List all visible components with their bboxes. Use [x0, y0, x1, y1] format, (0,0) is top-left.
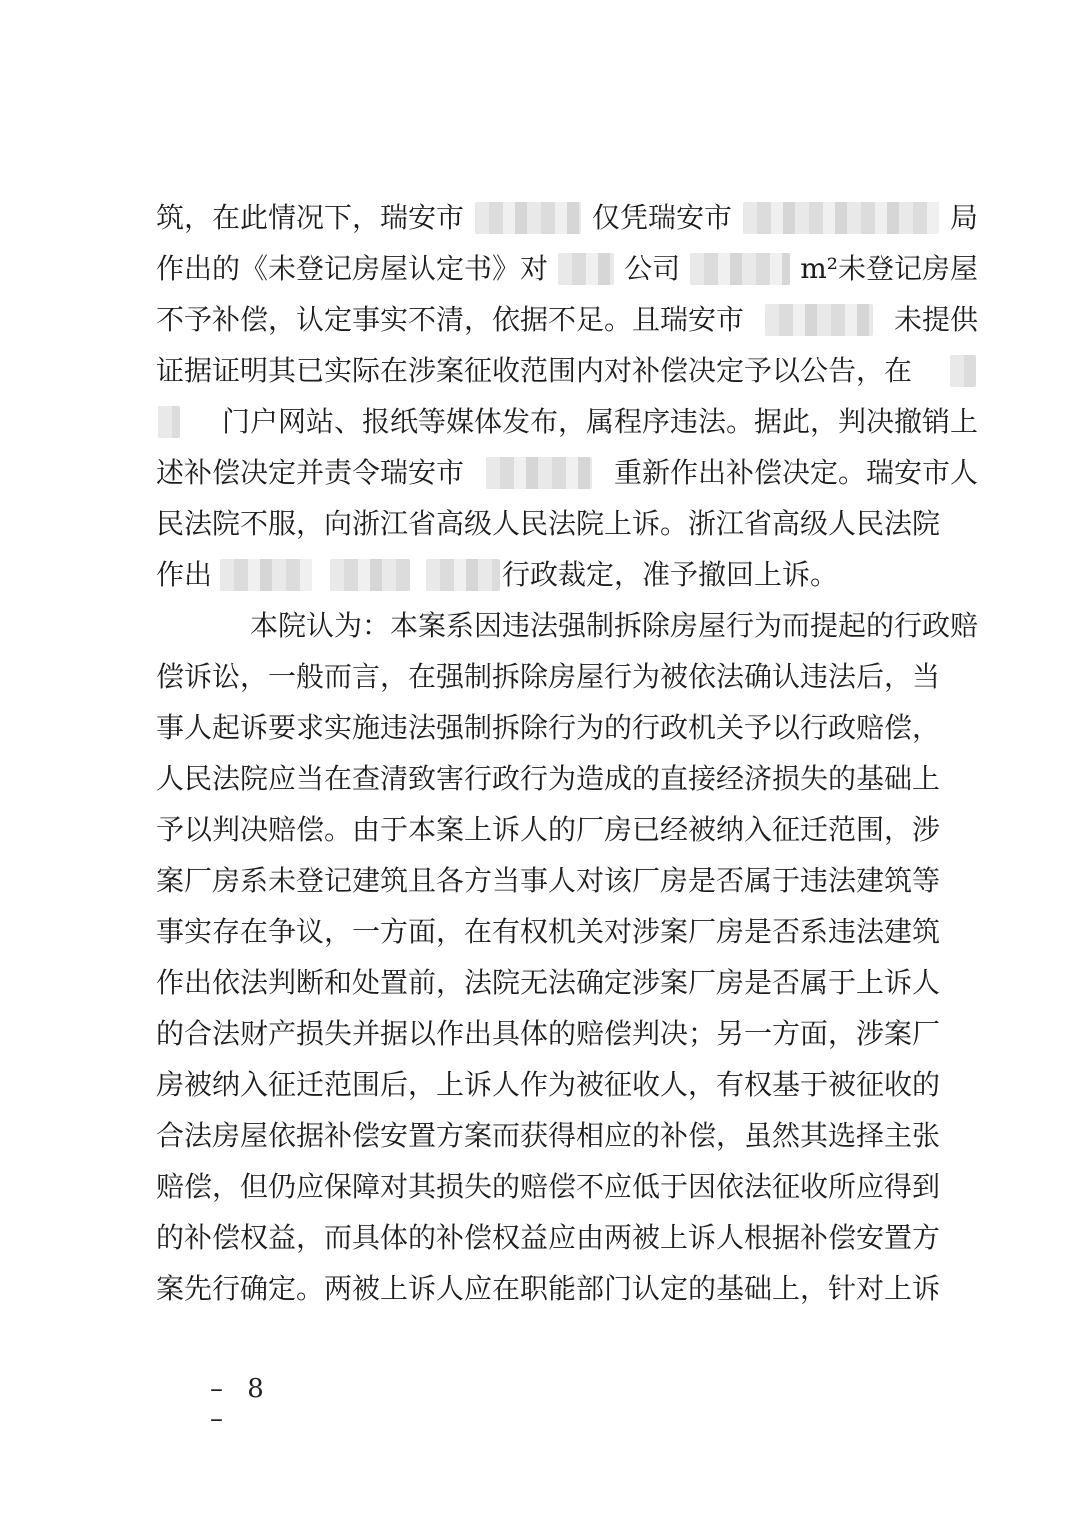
text-segment: 人民法院应当在查清致害行政行为造成的直接经济损失的基础上	[156, 762, 941, 795]
text-segment: 予以判决赔偿。由于本案上诉人的厂房已经被纳入征迁范围，涉	[156, 813, 941, 846]
document-body	[156, 192, 978, 1314]
redaction-block	[743, 202, 939, 234]
text-segment: m²未登记房屋	[800, 252, 978, 285]
text-segment: 未提供	[893, 303, 978, 336]
text-segment: 不予补偿，认定事实不清，依据不足。且瑞安市	[156, 303, 745, 336]
text-segment: 门户网站、报纸等媒体发布，属程序违法。据此，判决撤销上	[221, 405, 978, 438]
text-line	[156, 651, 978, 702]
text-line	[156, 753, 978, 804]
text-line	[156, 498, 978, 549]
redaction-block	[765, 304, 873, 336]
text-segment: 事人起诉要求实施违法强制拆除行为的行政机关予以行政赔偿，	[156, 711, 941, 744]
text-line	[156, 855, 978, 906]
text-line	[156, 447, 978, 498]
text-segment: 赔偿，但仍应保障对其损失的赔偿不应低于因依法征收所应得到	[156, 1170, 941, 1203]
redaction-block	[558, 253, 614, 285]
redaction-block	[158, 406, 180, 438]
text-line	[156, 1059, 978, 1110]
text-segment: 证据证明其已实际在涉案征收范围内对补偿决定予以公告，在	[156, 354, 913, 387]
text-segment: 民法院不服，向浙江省高级人民法院上诉。浙江省高级人民法院	[156, 507, 941, 540]
text-segment: 作出依法判断和处置前，法院无法确定涉案厂房是否属于上诉人	[156, 966, 941, 999]
text-segment: 行政裁定，准予撤回上诉。	[502, 558, 839, 591]
redaction-block	[690, 253, 790, 285]
redaction-block	[330, 559, 410, 591]
text-segment: 合法房屋依据补偿安置方案而获得相应的补偿，虽然其选择主张	[156, 1119, 941, 1152]
text-segment: 述补偿决定并责令瑞安市	[156, 456, 465, 489]
text-segment: 的补偿权益，而具体的补偿权益应由两被上诉人根据补偿安置方	[156, 1221, 941, 1254]
text-line	[156, 396, 978, 447]
redaction-block	[475, 202, 581, 234]
text-line	[156, 957, 978, 1008]
text-line	[156, 1263, 978, 1314]
text-line	[156, 243, 978, 294]
redaction-block	[220, 559, 312, 591]
text-segment: 作出的《未登记房屋认定书》对	[156, 252, 549, 285]
text-line	[156, 294, 978, 345]
text-line	[156, 906, 978, 957]
redaction-block	[426, 559, 500, 591]
text-segment: 局	[949, 201, 978, 234]
text-segment: 的合法财产损失并据以作出具体的赔偿判决；另一方面，涉案厂	[156, 1017, 941, 1050]
text-segment: 公司	[624, 252, 681, 285]
text-line	[156, 1161, 978, 1212]
text-segment: 事实存在争议，一方面，在有权机关对涉案厂房是否系违法建筑	[156, 915, 941, 948]
text-line	[156, 1212, 978, 1263]
text-segment: 仅凭瑞安市	[591, 201, 732, 234]
text-line	[156, 702, 978, 753]
text-segment: 案先行确定。两被上诉人应在职能部门认定的基础上，针对上诉	[156, 1272, 941, 1305]
text-line	[156, 1110, 978, 1161]
text-line	[156, 192, 978, 243]
text-segment: 重新作出补偿决定。瑞安市人	[613, 456, 978, 489]
text-segment: 筑，在此情况下，瑞安市	[156, 201, 465, 234]
text-line	[156, 804, 978, 855]
text-segment: 偿诉讼，一般而言，在强制拆除房屋行为被依法确认违法后，当	[156, 660, 941, 693]
text-segment: 作出	[156, 558, 213, 591]
redaction-block	[950, 355, 976, 387]
redaction-block	[486, 457, 592, 489]
text-line	[156, 345, 978, 396]
text-segment: 案厂房系未登记建筑且各方当事人对该厂房是否属于违法建筑等	[156, 864, 941, 897]
text-segment: 房被纳入征迁范围后，上诉人作为被征收人，有权基于被征收的	[156, 1068, 941, 1101]
page-number: – 8 –	[210, 1374, 272, 1434]
text-line	[156, 600, 978, 651]
text-segment: 本院认为：本案系因违法强制拆除房屋行为而提起的行政赔	[249, 609, 978, 642]
text-line	[156, 1008, 978, 1059]
text-line	[156, 549, 978, 600]
